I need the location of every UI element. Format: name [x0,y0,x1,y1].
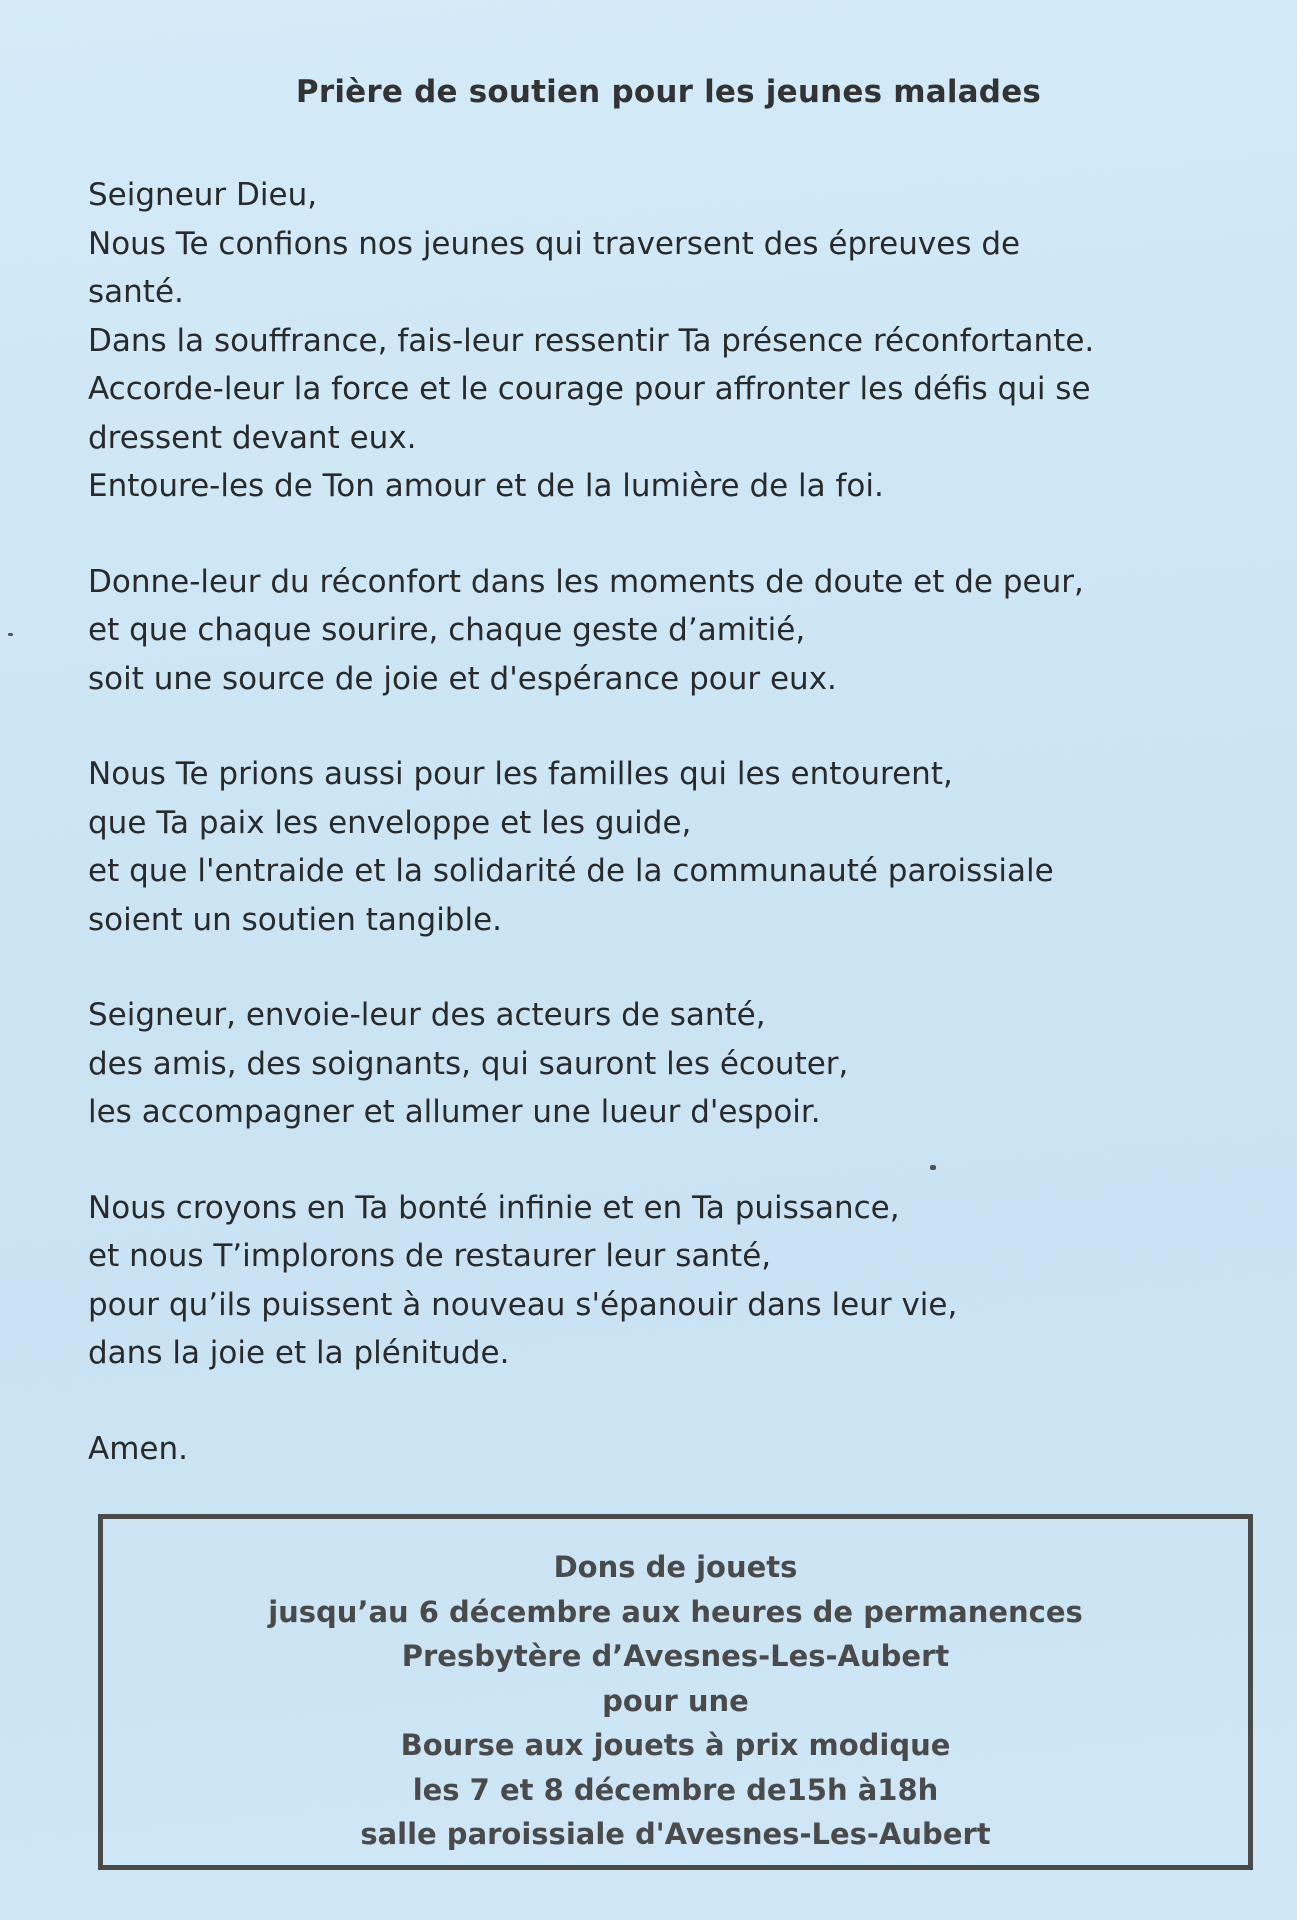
stanza-3 [88,750,1268,944]
prayer-title: Prière de soutien pour les jeunes malades [295,74,1042,110]
prayer-body [88,171,1268,1473]
prayer-line: Entoure-les de Ton amour et de la lumière de la foi. [88,468,884,504]
prayer-line: dressent devant eux. [88,419,417,456]
prayer-line: et nous T’implorons de restaurer leur santé, [88,1238,772,1274]
prayer-line: et que chaque sourire, chaque geste d’amitié, [88,612,806,648]
prayer-line: Accorde-leur la force et le courage pour affronter les défis qui se [88,371,1091,407]
notice-line: pour une [602,1683,749,1718]
notice-line: salle paroissiale d'Avesnes-Les-Aubert [360,1817,991,1851]
prayer-line: Seigneur Dieu, [88,177,318,213]
notice-line: Bourse aux jouets à prix modique [400,1728,951,1762]
prayer-line: Seigneur, envoie-leur des acteurs de santé, [88,997,766,1033]
prayer-line: soient un soutien tangible. [88,901,503,938]
prayer-line: dans la joie et la plénitude. [88,1335,510,1371]
prayer-line: les accompagner et allumer une lueur d'espoir. [88,1094,821,1130]
prayer-line: que Ta paix les enveloppe et les guide, [88,804,692,841]
stanza-1 [88,171,1268,511]
prayer-line: et que l'entraide et la solidarité de la communauté paroissiale [88,853,1054,889]
toy-donation-notice [98,1514,1253,1870]
stanza-2 [88,558,1268,704]
paper-speck [930,1165,936,1170]
prayer-line: pour qu’ils puissent à nouveau s'épanouir dans leur vie, [88,1286,958,1323]
prayer-line: Nous Te confions nos jeunes qui traversent des épreuves de [88,225,1021,262]
notice-heading: Dons de jouets [553,1550,798,1584]
notice-text [103,1545,1248,1857]
prayer-line: des amis, des soignants, qui sauront les écouter, [88,1045,849,1082]
stanza-4 [88,991,1268,1137]
paper-speck [8,633,13,636]
notice-line: jusqu’au 6 décembre aux heures de permanences [268,1594,1083,1629]
prayer-line: Donne-leur du réconfort dans les moments de doute et de peur, [88,563,1084,600]
prayer-line: Nous Te prions aussi pour les familles qui les entourent, [88,756,953,792]
notice-line: les 7 et 8 décembre de15h à18h [412,1772,939,1807]
stanza-5 [88,1184,1268,1378]
prayer-line: Dans la souffrance, fais-leur ressentir Ta présence réconfortante. [88,322,1095,359]
notice-line: Presbytère d’Avesnes-Les-Aubert [401,1639,950,1673]
prayer-line: Nous croyons en Ta bonté infinie et en Ta puissance, [88,1189,900,1226]
prayer-line: soit une source de joie et d'espérance pour eux. [88,660,837,697]
prayer-line: santé. [88,274,184,310]
prayer-closing: Amen. [88,1430,188,1467]
